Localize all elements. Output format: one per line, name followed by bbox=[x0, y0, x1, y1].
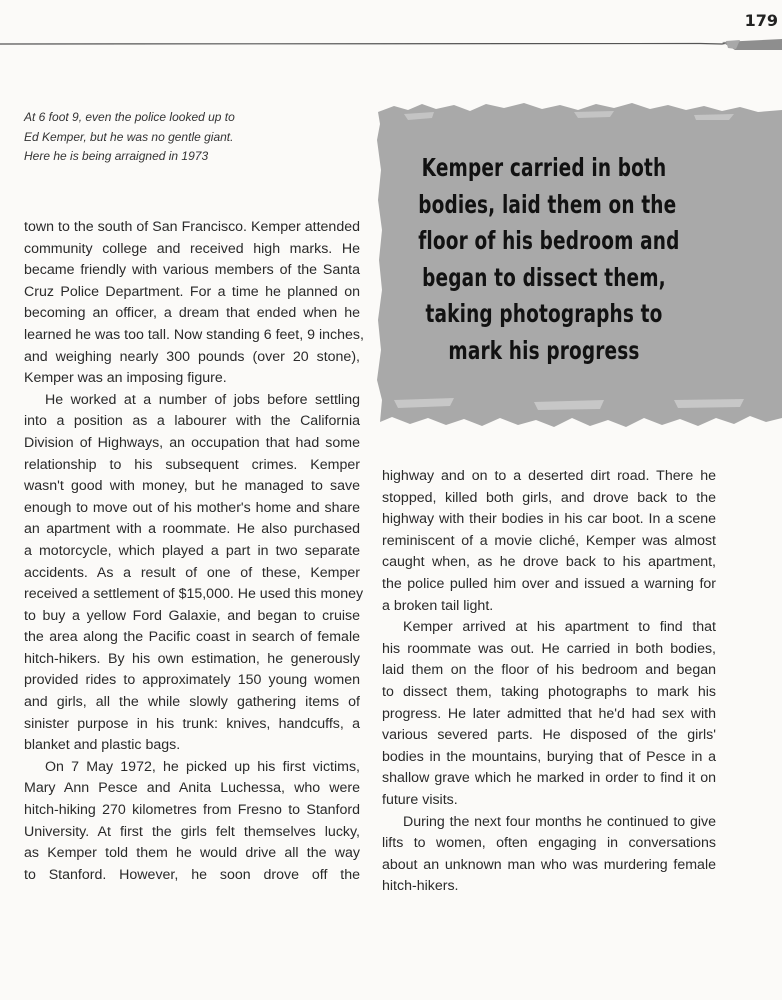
body-line: He worked at a number of jobs before settling bbox=[45, 391, 360, 408]
pull-quote-text bbox=[418, 150, 680, 369]
body-line: progress. He later admitted that he'd had sex with bbox=[382, 705, 716, 722]
body-line: laid them on the floor of his bedroom and began bbox=[382, 662, 716, 679]
body-line: various severed parts. He disposed of the girls' bbox=[382, 727, 716, 744]
body-line: blanket and plastic bags. bbox=[24, 737, 181, 754]
caption-line: Ed Kemper, but he was no gentle giant. bbox=[24, 129, 234, 144]
body-column-left bbox=[24, 217, 364, 886]
body-line: community college and received high marks. He bbox=[24, 240, 360, 257]
body-line: an apartment with a roommate. He also purchased bbox=[24, 521, 360, 538]
header-rule bbox=[0, 30, 782, 54]
body-line: the area along the Pacific coast in search of female bbox=[24, 629, 360, 646]
body-line: sinister purpose in his trunk: knives, handcuffs, a bbox=[24, 715, 360, 732]
body-line: the police pulled him over and issued a warning for bbox=[382, 575, 716, 592]
pull-quote-line: began to dissect them, bbox=[422, 262, 666, 292]
body-line: and girls, all the while slowly gathering items of bbox=[24, 694, 360, 711]
photo-caption bbox=[24, 108, 274, 167]
body-column-right bbox=[382, 466, 716, 898]
pull-quote-line: bodies, laid them on the bbox=[418, 189, 677, 219]
body-line: stopped, killed both girls, and drove back to the bbox=[382, 489, 716, 506]
body-line: to dissect them, taking photographs to mark his bbox=[382, 683, 716, 700]
body-line: to Stanford. However, he soon drove off the bbox=[24, 866, 360, 883]
body-line: lifts to women, often engaging in conversations bbox=[382, 835, 716, 852]
body-line: as Kemper told them he would drive all the way bbox=[24, 845, 360, 862]
body-line: On 7 May 1972, he picked up his first victims, bbox=[45, 758, 360, 775]
body-line: hitch-hikers. By his own estimation, he generously bbox=[24, 650, 360, 667]
body-line: to buy a yellow Ford Galaxie, and began to cruise bbox=[24, 607, 360, 624]
body-line: hitch-hikers. bbox=[382, 878, 459, 895]
body-line: highway with their bodies in his car boot. In a scene bbox=[382, 511, 716, 528]
body-line: a broken tail light. bbox=[382, 597, 494, 614]
body-line: into a position as a labourer with the California bbox=[24, 413, 360, 430]
body-line: reminiscent of a movie cliché, Kemper was almost bbox=[382, 532, 716, 549]
body-line: and weighing nearly 300 pounds (over 20 stone), bbox=[24, 348, 360, 365]
body-line: becoming an officer, a dream that ended when he bbox=[24, 305, 360, 322]
body-line: Cruz Police Department. For a time he planned on bbox=[24, 283, 360, 300]
body-line: his roommate was out. He carried in both bodies, bbox=[382, 640, 716, 657]
body-line: about an unknown man who was murdering female bbox=[382, 856, 716, 873]
body-line: During the next four months he continued to give bbox=[403, 813, 716, 830]
caption-line: Here he is being arraigned in 1973 bbox=[24, 149, 209, 163]
body-line: future visits. bbox=[382, 791, 458, 808]
pull-quote-line: floor of his bedroom and bbox=[418, 226, 680, 255]
pull-quote-line: Kemper carried in both bbox=[421, 153, 667, 182]
pull-quote-line: mark his progress bbox=[448, 335, 640, 365]
body-line: town to the south of San Francisco. Kemper attended bbox=[24, 219, 360, 235]
body-line: caught when, as he drove back to his apartment, bbox=[382, 554, 716, 571]
body-line: shallow grave which he marked in order to find it on bbox=[382, 770, 716, 787]
body-line: Kemper was an imposing figure. bbox=[24, 370, 227, 387]
body-line: bodies in the mountains, burying that of Pesce in a bbox=[382, 748, 716, 765]
body-line: highway and on to a deserted dirt road. There he bbox=[382, 468, 716, 484]
body-line: became friendly with various members of the Santa bbox=[24, 262, 360, 279]
body-line: Division of Highways, an occupation that had some bbox=[24, 434, 360, 451]
body-line: relationship to his subsequent crimes. Kemper bbox=[24, 456, 360, 473]
page-number: 179 bbox=[744, 11, 778, 30]
body-line: a motorcycle, which played a part in two separate bbox=[24, 542, 360, 559]
body-line: University. At first the girls felt themselves lucky, bbox=[24, 823, 360, 840]
body-line: wasn't good with money, but he managed to save bbox=[24, 478, 360, 495]
body-line: received a settlement of $15,000. He used this money bbox=[24, 586, 364, 603]
body-line: accidents. As a result of one of these, Kemper bbox=[24, 564, 360, 581]
pull-quote-box bbox=[374, 100, 782, 435]
body-line: Mary Ann Pesce and Anita Luchessa, who were bbox=[24, 780, 360, 797]
caption-line: At 6 foot 9, even the police looked up to bbox=[24, 110, 235, 124]
body-line: hitch-hiking 270 kilometres from Fresno to Stanford bbox=[24, 802, 360, 819]
body-line: Kemper arrived at his apartment to find that bbox=[403, 619, 716, 636]
body-line: provided rides to approximately 150 young women bbox=[24, 672, 360, 689]
body-line: enough to move out of his mother's home and share bbox=[24, 499, 360, 516]
pull-quote-line: taking photographs to bbox=[425, 299, 663, 328]
body-line: learned he was too tall. Now standing 6 feet, 9 inches, bbox=[24, 326, 364, 343]
